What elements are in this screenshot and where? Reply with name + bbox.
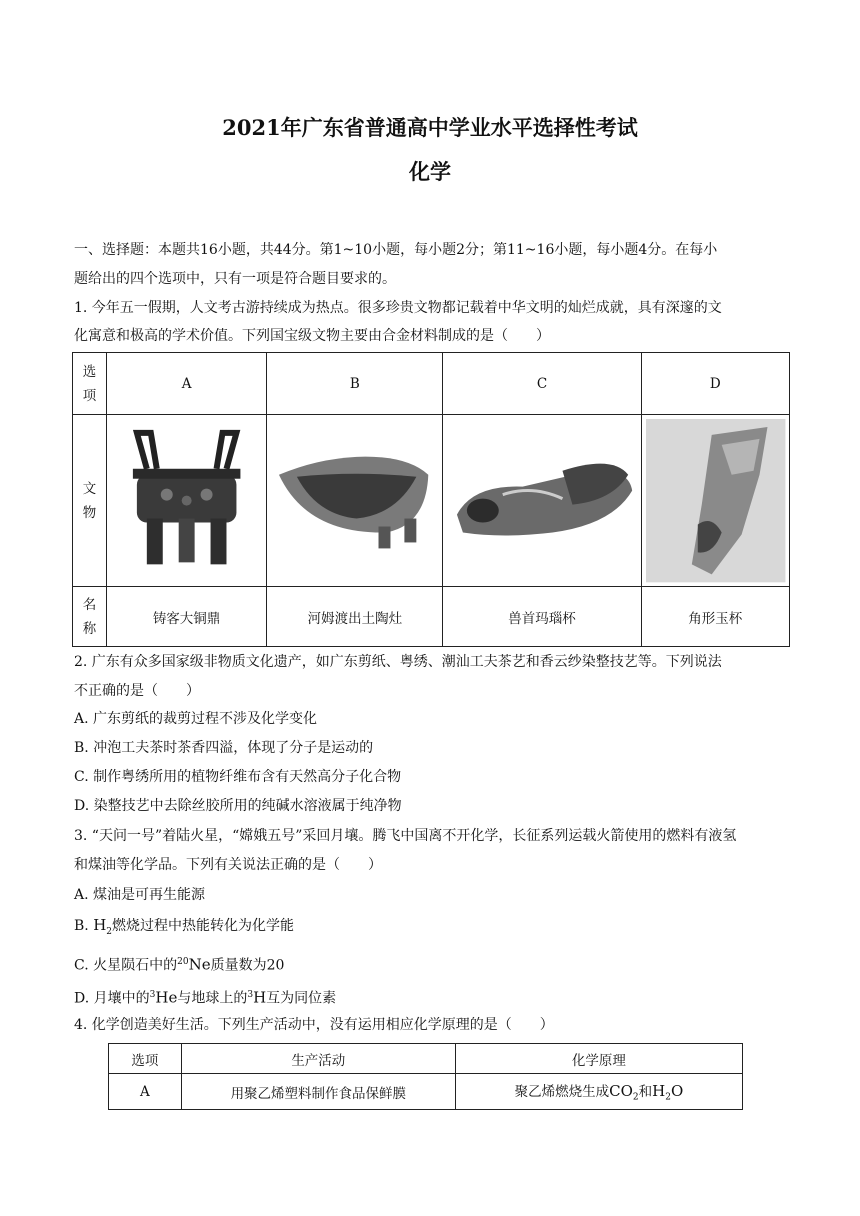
section-instructions-line1: 一、选择题：本题共16小题，共44分。第1~10小题，每小题2分；第11~16小题，每小题4分。在每小 [74,242,718,258]
option-b-label: B [267,353,443,415]
artifact-c-name: 兽首玛瑙杯 [443,587,641,647]
artifact-d-cell [641,415,789,587]
row-head-artifact: 文 物 [73,415,107,587]
q2-stem-line2: 不正确的是（ ） [74,683,200,699]
q3-option-a: A. 煤油是可再生能源 [74,887,206,903]
q4-stem: 4. 化学创造美好生活。下列生产活动中，没有运用相应化学原理的是（ ） [74,1017,554,1033]
q4-row-a-activity: 用聚乙烯塑料制作食品保鲜膜 [181,1074,455,1110]
option-d-label: D [641,353,789,415]
q3-stem-line1: 3. “天问一号”着陆火星，“嫦娥五号”采回月壤。腾飞中国离不开化学，长征系列运载火箭使用的燃料有液氢 [74,828,737,844]
artifact-c-cell [443,415,641,587]
artifact-b-cell [267,415,443,587]
exam-subject: 化学 [409,159,451,184]
q4-header-option: 选项 [109,1044,182,1074]
q3-option-d: D. 月壤中的$^3$He与地球上的$^3$H互为同位素 [74,988,337,1007]
q1-stem-line2: 化寓意和极高的学术价值。下列国宝级文物主要由合金材料制成的是（ ） [74,328,550,344]
pottery-stove-image [267,415,442,586]
q1-stem-line1: 1. 今年五一假期，人文考古游持续成为热点。很多珍贵文物都记载着中华文明的灿烂成就，具有深邃的文 [74,300,722,316]
row-head-name: 名 称 [73,587,107,647]
q4-row-a-option: A [109,1074,182,1110]
option-a-label: A [106,353,266,415]
q1-options-table [72,352,790,647]
q2-option-a: A. 广东剪纸的裁剪过程不涉及化学变化 [74,711,318,727]
bronze-ding-image [107,415,266,586]
artifact-a-name: 铸客大铜鼎 [106,587,266,647]
jade-horn-cup-image [642,415,789,586]
q4-row-a-principle: 聚乙烯燃烧生成$CO_2$和$H_2O$ [455,1074,742,1110]
q3-option-c: C. 火星陨石中的$^{20}$Ne质量数为20 [74,955,285,974]
q3-option-b: B. $H_2$燃烧过程中热能转化为化学能 [74,916,295,937]
section-instructions-line2: 题给出的四个选项中，只有一项是符合题目要求的。 [74,271,396,287]
agate-cup-image [443,415,640,586]
q4-table [108,1043,743,1110]
exam-title: 2021年广东省普通高中学业水平选择性考试 [222,115,638,140]
q3-stem-line2: 和煤油等化学品。下列有关说法正确的是（ ） [74,857,382,873]
q4-header-principle: 化学原理 [455,1044,742,1074]
q2-option-b: B. 冲泡工夫茶时茶香四溢，体现了分子是运动的 [74,740,374,756]
row-head-option: 选 项 [73,353,107,415]
q2-option-d: D. 染整技艺中去除丝胶所用的纯碱水溶液属于纯净物 [74,798,402,814]
artifact-a-cell [106,415,266,587]
q2-stem-line1: 2. 广东有众多国家级非物质文化遗产，如广东剪纸、粤绣、潮汕工夫茶艺和香云纱染整技艺等。下列说法 [74,654,722,670]
q4-header-activity: 生产活动 [181,1044,455,1074]
artifact-d-name: 角形玉杯 [641,587,789,647]
q2-option-c: C. 制作粤绣所用的植物纤维布含有天然高分子化合物 [74,769,402,785]
artifact-b-name: 河姆渡出土陶灶 [267,587,443,647]
option-c-label: C [443,353,641,415]
